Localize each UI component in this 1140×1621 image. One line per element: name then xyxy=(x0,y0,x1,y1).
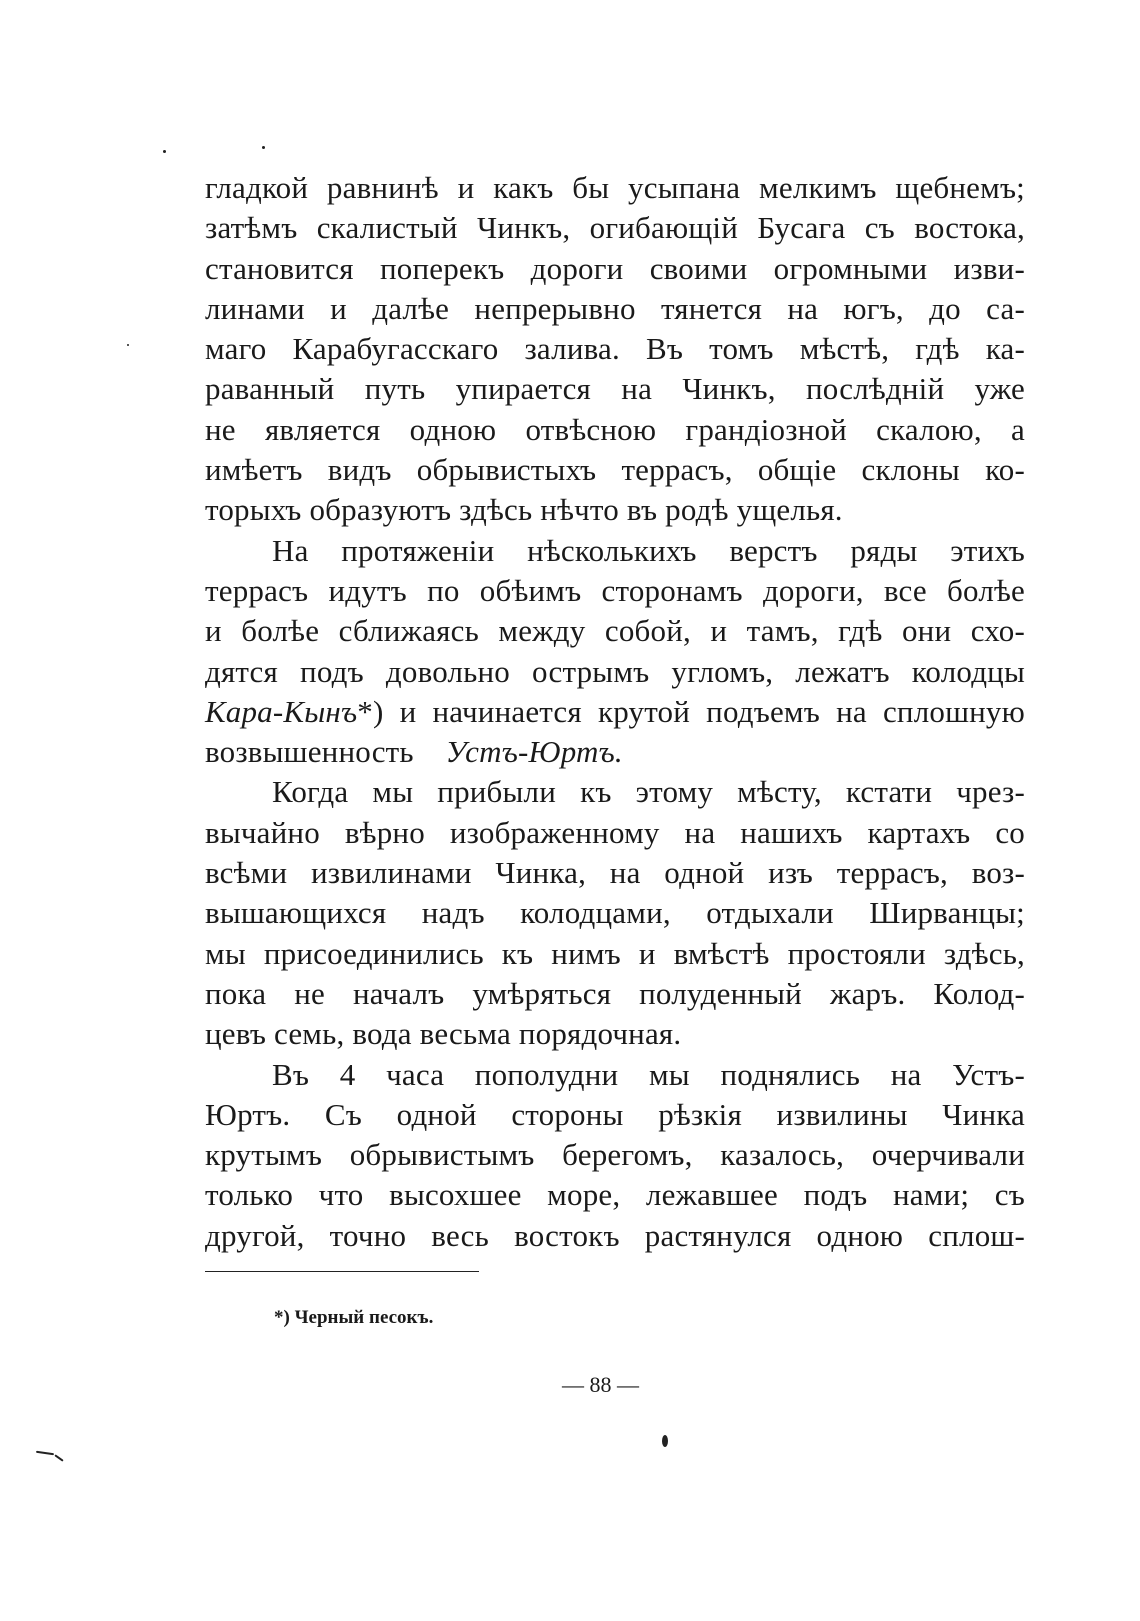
text-line: маго Карабугасскаго залива. Въ томъ мѣстѣ, гдѣ ка- xyxy=(205,331,1025,367)
scan-speck xyxy=(36,1451,54,1455)
text-line: торыхъ образуютъ здѣсь нѣчто въ родѣ ущелья. xyxy=(205,492,843,528)
scan-speck xyxy=(262,146,265,149)
line-start: возвышенность xyxy=(205,734,414,770)
text-line: дятся подъ довольно острымъ угломъ, лежатъ колодцы xyxy=(205,653,1025,689)
text-line: вычайно вѣрно изображенному на нашихъ картахъ со xyxy=(205,814,1025,850)
text-line: крутымъ обрывистымъ берегомъ, казалось, очерчивали xyxy=(205,1137,1025,1173)
text-line: гладкой равнинѣ и какъ бы усыпана мелкимъ щебнемъ; xyxy=(205,170,1025,205)
scan-speck xyxy=(163,150,166,153)
body-text xyxy=(205,168,1025,1256)
text-line: Юртъ. Съ одной стороны рѣзкія извилины Чинка xyxy=(205,1096,1025,1132)
text-line: другой, точно весь востокъ растянулся одною сплош- xyxy=(205,1217,1025,1253)
text-line: вышающихся надъ колодцами, отдыхали Ширванцы; xyxy=(205,895,1025,931)
page-number: — 88 — xyxy=(562,1372,639,1397)
text-line: имѣетъ видъ обрывистыхъ террасъ, общіе склоны ко- xyxy=(205,452,1025,488)
text-line: затѣмъ скалистый Чинкъ, огибающій Бусага съ востока, xyxy=(205,210,1025,246)
text-line: мы присоединились къ нимъ и вмѣстѣ простояли здѣсь, xyxy=(205,935,1025,971)
footnote: *) Черный песокъ. xyxy=(274,1307,434,1328)
text-line: и болѣе сближаясь между собой, и тамъ, гдѣ они схо- xyxy=(205,613,1025,649)
footnote-divider xyxy=(205,1271,479,1272)
text-line: всѣми извилинами Чинка, на одной изъ террасъ, воз- xyxy=(205,855,1025,891)
text-line: террасъ идутъ по обѣимъ сторонамъ дороги, все болѣе xyxy=(205,572,1025,608)
italic-place-name: Устъ-Юртъ. xyxy=(445,734,623,770)
text-line: цевъ семь, вода весьма порядочная. xyxy=(205,1016,682,1052)
text-line: раванный путь упирается на Чинкъ, послѣдній уже xyxy=(205,371,1025,407)
line-rest: *) и начинается крутой подъемъ на сплошную xyxy=(357,693,1025,729)
paragraph-start-line: Въ 4 часа пополудни мы поднялись на Устъ- xyxy=(272,1056,1025,1092)
text-line: пока не началъ умѣряться полуденный жаръ. Колод- xyxy=(205,975,1025,1011)
scan-speck xyxy=(127,344,129,346)
text-line: становится поперекъ дороги своими огромными изви- xyxy=(205,250,1025,286)
paragraph-start-line: На протяженіи нѣсколькихъ верстъ ряды этихъ xyxy=(272,532,1025,568)
text-line xyxy=(205,732,1025,772)
scan-speck xyxy=(54,1454,63,1461)
text-line: линами и далѣе непрерывно тянется на югъ, до са- xyxy=(205,290,1025,326)
text-line xyxy=(205,692,1025,732)
italic-place-name: Кара-Кынъ xyxy=(205,693,358,729)
scan-speck xyxy=(662,1435,668,1447)
text-line: только что высохшее море, лежавшее подъ нами; съ xyxy=(205,1177,1025,1213)
paragraph-start-line: Когда мы прибыли къ этому мѣсту, кстати чрез- xyxy=(272,774,1025,810)
text-line: не является одною отвѣсною грандіозной скалою, а xyxy=(205,411,1025,447)
